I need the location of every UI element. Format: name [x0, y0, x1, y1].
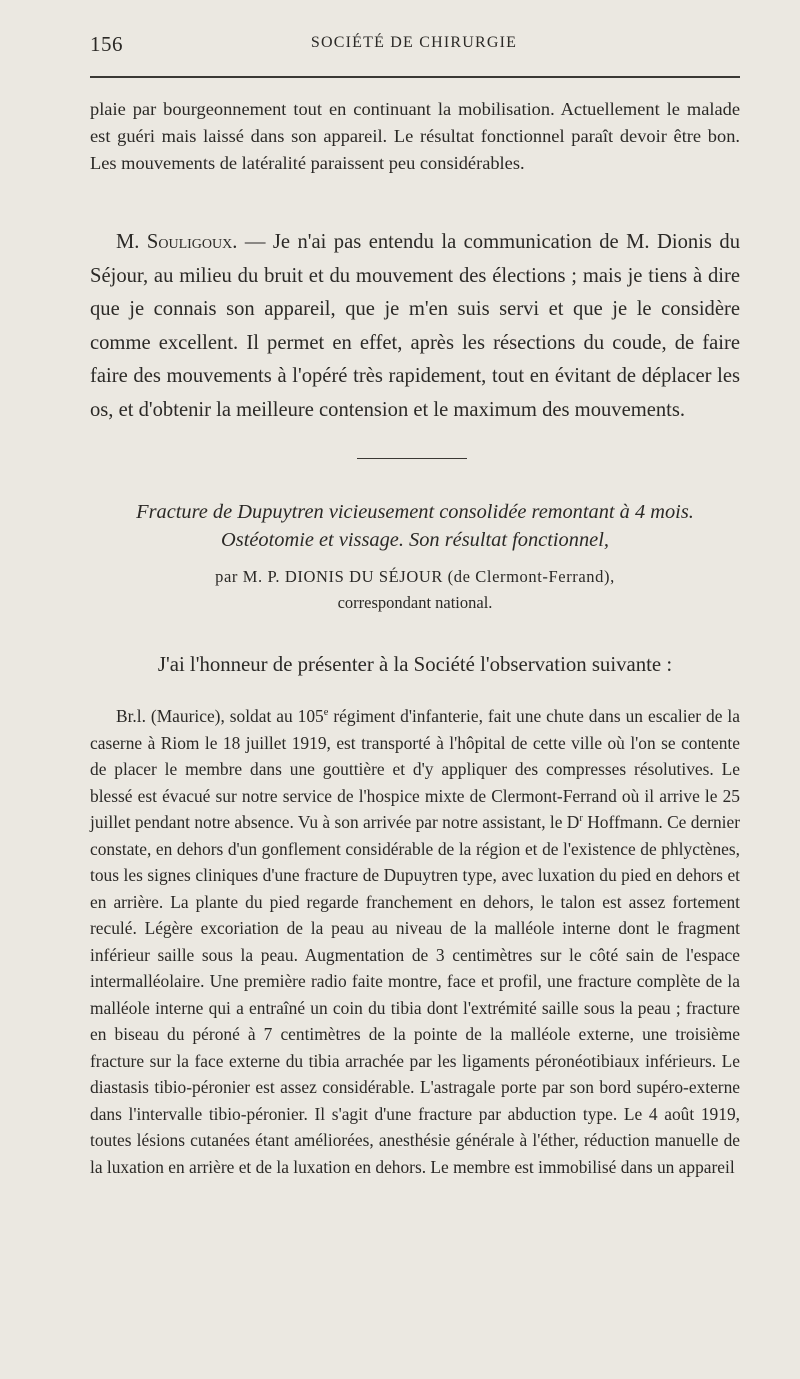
article-byline: [90, 564, 740, 616]
observation-paragraph: Br.l. (Maurice), soldat au 105e régiment d'infanterie, fait une chute dans un escalier de la caserne à Riom le 18 juillet 1919, est transporté à l'hôpital de cette ville où l'on se contente de placer le membre dans une gouttière et d'y appliquer des compresses résolutives. Le blessé est évacué sur notre service de l'hospice mixte de Clermont-Ferrand où il arrive le 25 juillet pendant notre absence. Vu à son arrivée par notre assistant, le $D^r$ Hoffmann. Ce dernier constate, en dehors d'un gonflement considérable de la région et de l'existence de phlyctènes, tous les signes cliniques d'une fracture de Dupuytren type, avec luxation du pied en dehors et en arrière. La plante du pied regarde franchement en dehors, le talon est assez fortement reculé. Légère excoriation de la peau au niveau de la malléole interne dont le fragment inférieur saille sous la peau. Augmentation de 3 centimètres sur le côté sain de l'espace intermalléolaire. Une première radio faite montre, face et profil, une fracture complète de la malléole interne qui a entraîné un coin du tibia dont l'extrémité saille sous la peau ; fracture en biseau du péroné à 7 centimètres de la pointe de la malléole externe, une troisième fracture sur la face externe du tibia arrachée par les ligaments péronéotibiaux inférieurs. Le diastasis tibio-péronier est assez considérable. L'astragale porte par son bord supéro-externe dans l'intervalle tibio-péronier. Il s'agit d'une fracture par abduction type. Le 4 août 1919, toutes lésions cutanées étant améliorées, anesthésie générale à l'éther, réduction manuelle de la luxation en arrière et de la luxation en dehors. Le membre est immobilisé dans un appareil: [90, 706, 740, 1177]
discussion-block: [90, 226, 740, 428]
section-separator: [357, 458, 467, 459]
speaker-name: M. Souligoux.: [116, 231, 238, 253]
header-rule: [90, 76, 740, 78]
page-number: 156: [90, 32, 123, 56]
author-line: par M. P. DIONIS DU SÉJOUR (de Clermont-Ferrand),: [215, 567, 615, 586]
continuation-paragraph-block: [90, 96, 740, 177]
speaker-remarks: — Je n'ai pas entendu la communication de M. Dionis du Séjour, au milieu du bruit et du mouvement des élections ; mais je tiens à dire que je connais son appareil, que je m'en suis servi et que je le considère comme excellent. Il permet en effet, après les résections du coude, de faire faire des mouvements à l'opéré très rapidement, tout en évitant de déplacer les os, et d'obtenir la meilleure contension et le maximum des mouvements.: [90, 231, 740, 421]
continuation-paragraph: plaie par bourgeonnement tout en continuant la mobilisation. Actuellement le malade est guéri mais laissé dans son appareil. Le résultat fonctionnel paraît devoir être bon. Les mouvements de latéralité paraissent peu considérables.: [90, 99, 740, 173]
running-title: SOCIÉTÉ DE CHIRURGIE: [310, 34, 518, 51]
author-role: correspondant national.: [337, 593, 493, 612]
lead-sentence: J'ai l'honneur de présenter à la Société l'observation suivante :: [157, 653, 673, 676]
article-title-line-2: Ostéotomie et vissage. Son résultat fonctionnel,: [221, 529, 609, 551]
discussion-paragraph: [90, 226, 740, 428]
article-title: [90, 498, 740, 554]
article-title-line-1: Fracture de Dupuytren vicieusement consolidée remontant à 4 mois.: [136, 501, 694, 523]
page-header: [90, 32, 738, 62]
observation-block: [90, 703, 740, 1180]
